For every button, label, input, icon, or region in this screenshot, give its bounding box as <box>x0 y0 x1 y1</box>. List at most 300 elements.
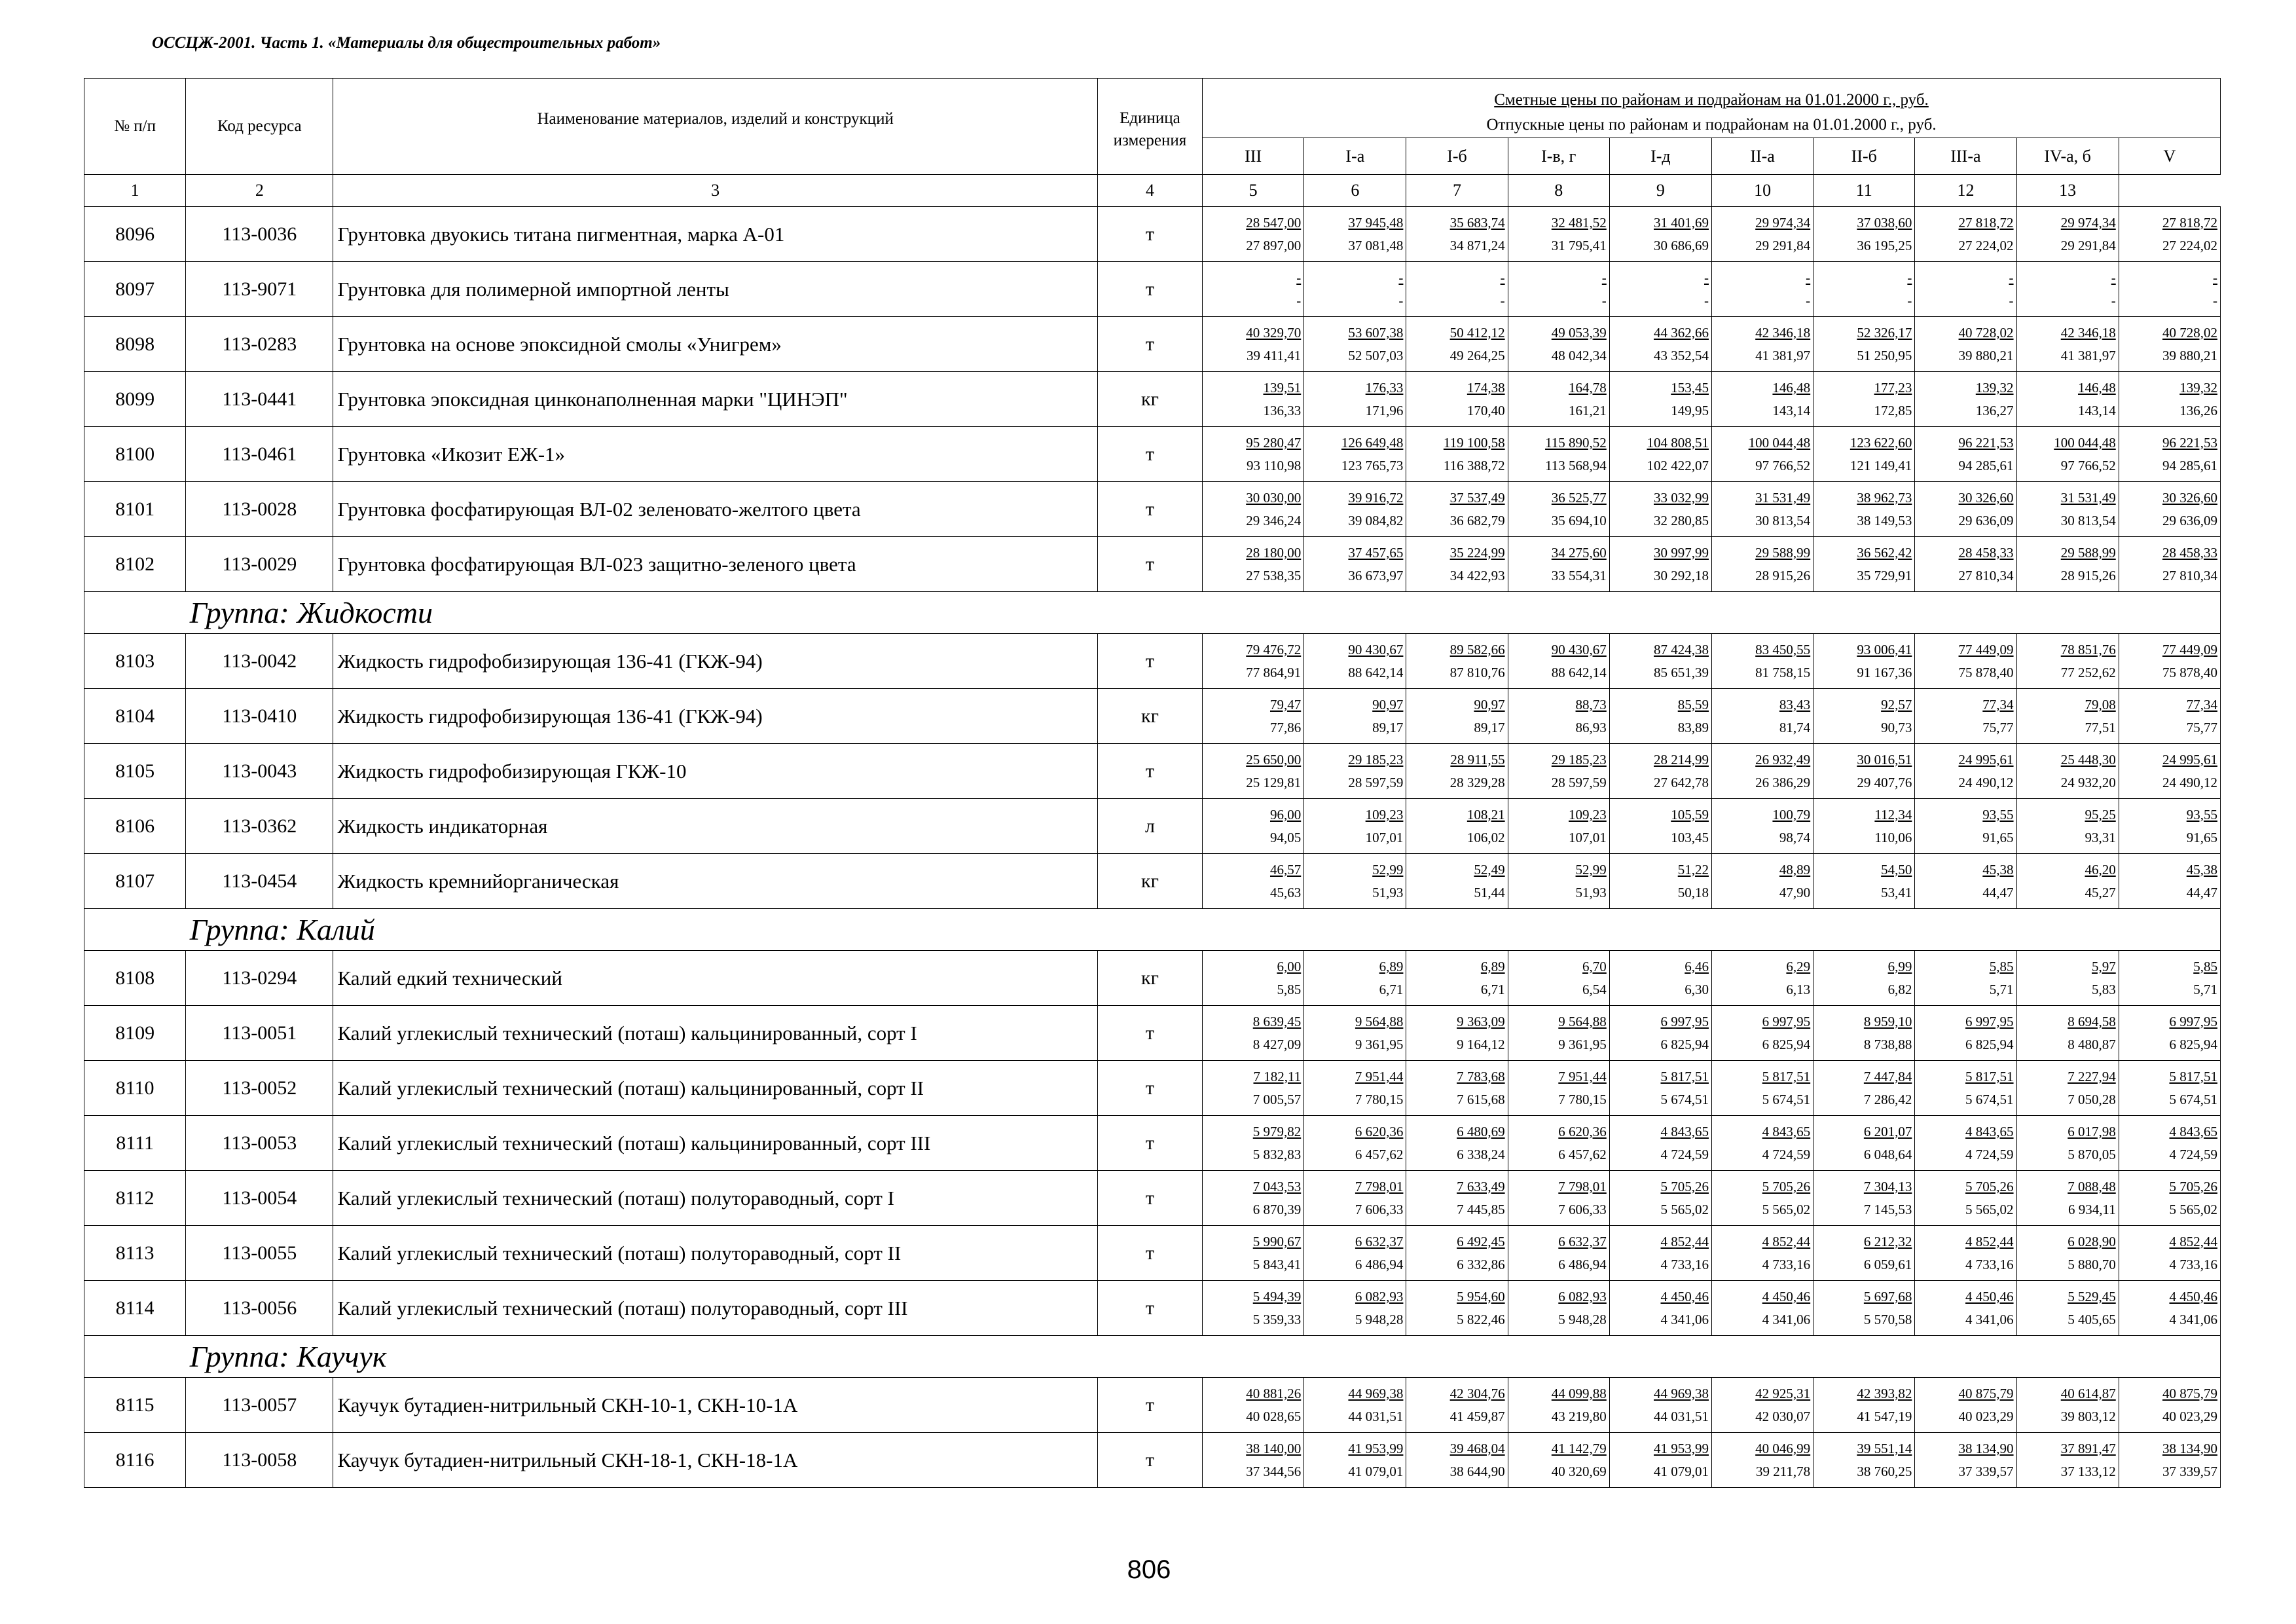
release-price: 40 023,29 <box>1958 1408 2014 1424</box>
release-price: 36 673,97 <box>1348 567 1404 583</box>
release-price: 34 422,93 <box>1449 567 1505 583</box>
release-price: 7 445,85 <box>1457 1201 1505 1217</box>
price-cell <box>1304 537 1406 592</box>
estimated-price: - <box>2009 269 2014 286</box>
release-price: 37 133,12 <box>2060 1463 2116 1479</box>
price-cell <box>1304 317 1406 372</box>
release-price: 5 948,28 <box>1355 1311 1404 1327</box>
estimated-price: 77 449,09 <box>2162 641 2217 657</box>
price-cell <box>1609 744 1711 799</box>
release-price: 7 145,53 <box>1863 1201 1912 1217</box>
release-price: 44 031,51 <box>1348 1408 1404 1424</box>
price-cell <box>1915 799 2016 854</box>
price-cell <box>1915 1433 2016 1488</box>
price-cell <box>2119 1433 2220 1488</box>
price-cell <box>1711 799 1813 854</box>
estimated-price: 108,21 <box>1467 806 1505 822</box>
release-price: 38 760,25 <box>1857 1463 1912 1479</box>
row-number: 8102 <box>84 537 186 592</box>
estimated-price: 7 951,44 <box>1355 1068 1404 1084</box>
estimated-price: 4 450,46 <box>2169 1288 2217 1304</box>
release-price: 94 285,61 <box>1958 457 2014 473</box>
estimated-price: 6,99 <box>1887 958 1912 974</box>
estimated-price: 38 134,90 <box>1958 1440 2014 1456</box>
price-cell <box>1304 1061 1406 1116</box>
estimated-price: 85,59 <box>1677 696 1709 712</box>
price-cell <box>1915 537 2016 592</box>
release-price: 39 803,12 <box>2060 1408 2116 1424</box>
release-price: 41 459,87 <box>1449 1408 1505 1424</box>
price-cell <box>1915 951 2016 1006</box>
price-cell <box>2016 634 2119 689</box>
release-price: 37 339,57 <box>1958 1463 2014 1479</box>
estimated-price: 112,34 <box>1874 806 1912 822</box>
release-price: 5 832,83 <box>1252 1146 1302 1162</box>
release-price: 42 030,07 <box>1755 1408 1811 1424</box>
unit-of-measure: л <box>1097 799 1202 854</box>
table-row <box>84 854 2221 909</box>
table-row <box>84 1226 2221 1281</box>
estimated-price: 4 852,44 <box>2169 1233 2217 1249</box>
price-cell <box>1609 372 1711 427</box>
estimated-price: 40 728,02 <box>1958 324 2014 341</box>
price-cell <box>1915 1378 2016 1433</box>
release-price: 171,96 <box>1365 402 1404 418</box>
estimated-price: 25 650,00 <box>1246 751 1302 767</box>
price-cell <box>1711 482 1813 537</box>
price-cell <box>2016 1171 2119 1226</box>
unit-of-measure: т <box>1097 262 1202 317</box>
release-price: 121 149,41 <box>1850 457 1912 473</box>
unit-of-measure: т <box>1097 1061 1202 1116</box>
price-cell <box>1915 1171 2016 1226</box>
estimated-price: 32 481,52 <box>1551 214 1607 231</box>
release-price: 4 733,16 <box>2169 1256 2217 1272</box>
estimated-price: 7 798,01 <box>1558 1178 1607 1194</box>
release-price: 40 028,65 <box>1246 1408 1302 1424</box>
resource-code: 113-0410 <box>186 689 333 744</box>
estimated-price: 105,59 <box>1671 806 1709 822</box>
region-header: II-б <box>1813 138 1915 175</box>
price-cell <box>1711 1116 1813 1171</box>
estimated-price: 123 622,60 <box>1850 434 1912 451</box>
estimated-price: 90 430,67 <box>1348 641 1404 657</box>
estimated-price: 119 100,58 <box>1443 434 1505 451</box>
release-price: 83,89 <box>1677 719 1709 735</box>
estimated-price: 36 562,42 <box>1857 544 1912 561</box>
price-cell <box>2016 951 2119 1006</box>
release-price: 51,93 <box>1372 884 1404 900</box>
price-cell <box>1711 854 1813 909</box>
estimated-price: 35 224,99 <box>1449 544 1505 561</box>
column-index: 2 <box>186 175 333 207</box>
price-cell <box>1406 1171 1508 1226</box>
group-spacer <box>84 909 186 951</box>
release-price: 75,77 <box>1982 719 2014 735</box>
estimated-price: 37 038,60 <box>1857 214 1912 231</box>
release-price: 9 361,95 <box>1558 1036 1607 1052</box>
release-price: 5 870,05 <box>2068 1146 2116 1162</box>
estimated-price: 7 043,53 <box>1252 1178 1302 1194</box>
release-price: 30 813,54 <box>1755 512 1811 528</box>
price-cell <box>1203 1281 1304 1336</box>
price-cell <box>1203 1378 1304 1433</box>
price-cell <box>1813 799 1915 854</box>
release-price: 5 674,51 <box>1762 1091 1811 1107</box>
price-cell <box>2016 1226 2119 1281</box>
release-price: - <box>2213 292 2217 308</box>
estimated-price: 5 705,26 <box>1660 1178 1709 1194</box>
price-cell <box>1406 427 1508 482</box>
release-price: 30 292,18 <box>1653 567 1709 583</box>
release-price: 43 352,54 <box>1653 347 1709 363</box>
price-cell <box>1508 1116 1609 1171</box>
estimated-price: 90,97 <box>1474 696 1505 712</box>
price-cell <box>1304 1281 1406 1336</box>
release-price: 4 724,59 <box>1762 1146 1811 1162</box>
price-cell <box>2016 799 2119 854</box>
estimated-price: 6,46 <box>1685 958 1709 974</box>
release-price: 41 381,97 <box>2060 347 2116 363</box>
price-cell <box>1813 1171 1915 1226</box>
release-price: 6 825,94 <box>1965 1036 2014 1052</box>
price-cell <box>2016 689 2119 744</box>
price-cell <box>1406 744 1508 799</box>
resource-code: 113-0051 <box>186 1006 333 1061</box>
unit-of-measure: т <box>1097 634 1202 689</box>
release-price: 5,83 <box>2091 981 2116 997</box>
price-cell <box>2119 1378 2220 1433</box>
release-price: 6 338,24 <box>1457 1146 1505 1162</box>
group-row <box>84 1336 2221 1378</box>
price-cell <box>1304 799 1406 854</box>
estimated-price: - <box>1500 269 1505 286</box>
estimated-price: 27 818,72 <box>1958 214 2014 231</box>
price-cell <box>1915 854 2016 909</box>
estimated-price: 29 974,34 <box>2060 214 2116 231</box>
release-price: 6 825,94 <box>1660 1036 1709 1052</box>
price-cell <box>1406 1433 1508 1488</box>
estimated-price: 31 531,49 <box>2060 489 2116 506</box>
estimated-price: 5 697,68 <box>1863 1288 1912 1304</box>
estimated-price: 51,22 <box>1677 861 1709 877</box>
unit-of-measure: т <box>1097 744 1202 799</box>
material-name: Калий углекислый технический (поташ) кальцинированный, сорт II <box>333 1061 1097 1116</box>
release-price: 53,41 <box>1881 884 1912 900</box>
price-cell <box>2016 482 2119 537</box>
estimated-price: 6 997,95 <box>1965 1013 2014 1029</box>
row-number: 8107 <box>84 854 186 909</box>
resource-code: 113-0058 <box>186 1433 333 1488</box>
unit-of-measure: т <box>1097 1116 1202 1171</box>
price-cell <box>2119 482 2220 537</box>
estimated-price: 93,55 <box>2186 806 2217 822</box>
material-name: Грунтовка для полимерной импортной ленты <box>333 262 1097 317</box>
estimated-price: 37 457,65 <box>1348 544 1404 561</box>
release-price: 172,85 <box>1874 402 1912 418</box>
estimated-price: 40 046,99 <box>1755 1440 1811 1456</box>
price-cell <box>1609 951 1711 1006</box>
region-header: III <box>1203 138 1304 175</box>
price-cell <box>2016 537 2119 592</box>
column-index: 13 <box>2016 175 2119 207</box>
release-price: 41 079,01 <box>1348 1463 1404 1479</box>
table-row <box>84 744 2221 799</box>
release-price: 51 250,95 <box>1857 347 1912 363</box>
estimated-price: 28 547,00 <box>1246 214 1302 231</box>
release-price: 27 810,34 <box>2162 567 2217 583</box>
price-cell <box>1406 372 1508 427</box>
price-cell <box>1711 1061 1813 1116</box>
price-cell <box>1304 372 1406 427</box>
release-price: 28 915,26 <box>1755 567 1811 583</box>
price-cell <box>1813 262 1915 317</box>
estimated-price: 8 959,10 <box>1863 1013 1912 1029</box>
unit-of-measure: т <box>1097 1226 1202 1281</box>
release-price: 94,05 <box>1269 829 1302 845</box>
estimated-price: 6 620,36 <box>1558 1123 1607 1139</box>
release-price: 39 211,78 <box>1755 1463 1811 1479</box>
estimated-price: 4 843,65 <box>1762 1123 1811 1139</box>
price-cell <box>1203 207 1304 262</box>
estimated-price: 39 916,72 <box>1348 489 1404 506</box>
price-cell <box>1406 951 1508 1006</box>
price-cell <box>1203 427 1304 482</box>
price-cell <box>1711 1006 1813 1061</box>
price-cell <box>1508 1226 1609 1281</box>
price-cell <box>1813 1433 1915 1488</box>
estimated-price: 42 393,82 <box>1857 1385 1912 1401</box>
estimated-price: 5 529,45 <box>2068 1288 2116 1304</box>
price-cell <box>1813 634 1915 689</box>
material-name: Жидкость гидрофобизирующая ГКЖ-10 <box>333 744 1097 799</box>
price-cell <box>2016 1281 2119 1336</box>
column-index: 3 <box>333 175 1097 207</box>
release-price: 7 606,33 <box>1558 1201 1607 1217</box>
release-price: 97 766,52 <box>2060 457 2116 473</box>
release-price: 77,51 <box>2085 719 2116 735</box>
estimated-price: 44 099,88 <box>1551 1385 1607 1401</box>
release-price: 44,47 <box>2186 884 2217 900</box>
estimated-price: 93 006,41 <box>1857 641 1912 657</box>
estimated-price: 77,34 <box>1982 696 2014 712</box>
release-price: 40 023,29 <box>2162 1408 2217 1424</box>
estimated-price: 39 551,14 <box>1857 1440 1912 1456</box>
estimated-price: 83,43 <box>1779 696 1811 712</box>
column-index: 7 <box>1406 175 1508 207</box>
price-cell <box>1813 1226 1915 1281</box>
estimated-price: 5 979,82 <box>1252 1123 1302 1139</box>
material-name: Калий углекислый технический (поташ) кальцинированный, сорт I <box>333 1006 1097 1061</box>
price-cell <box>1915 744 2016 799</box>
release-price: 28 597,59 <box>1551 774 1607 790</box>
region-header: I-а <box>1304 138 1406 175</box>
price-cell <box>2016 1378 2119 1433</box>
estimated-price: 50 412,12 <box>1449 324 1505 341</box>
resource-code: 113-0029 <box>186 537 333 592</box>
release-price: 77,86 <box>1269 719 1302 735</box>
estimated-price: 4 450,46 <box>1965 1288 2014 1304</box>
estimated-price: 28 458,33 <box>2162 544 2217 561</box>
estimated-price: - <box>1296 269 1302 286</box>
estimated-price: 6 480,69 <box>1457 1123 1505 1139</box>
row-number: 8098 <box>84 317 186 372</box>
unit-of-measure: т <box>1097 1006 1202 1061</box>
resource-code: 113-0054 <box>186 1171 333 1226</box>
material-name: Грунтовка фосфатирующая ВЛ-023 защитно-зеленого цвета <box>333 537 1097 592</box>
release-price: 4 733,16 <box>1762 1256 1811 1272</box>
estimated-price: 30 016,51 <box>1857 751 1912 767</box>
resource-code: 113-0055 <box>186 1226 333 1281</box>
estimated-price: 28 214,99 <box>1653 751 1709 767</box>
row-number: 8106 <box>84 799 186 854</box>
release-price: 4 724,59 <box>2169 1146 2217 1162</box>
price-cell <box>1406 1226 1508 1281</box>
release-price: 6 457,62 <box>1558 1146 1607 1162</box>
unit-of-measure: т <box>1097 1171 1202 1226</box>
row-number: 8114 <box>84 1281 186 1336</box>
release-price: 5,71 <box>2193 981 2217 997</box>
release-price: 39 084,82 <box>1348 512 1404 528</box>
release-price: 36 195,25 <box>1857 237 1912 253</box>
price-cell <box>1203 689 1304 744</box>
release-price: 44,47 <box>1982 884 2014 900</box>
release-price: 4 733,16 <box>1660 1256 1709 1272</box>
row-number: 8108 <box>84 951 186 1006</box>
estimated-price: 5 705,26 <box>1762 1178 1811 1194</box>
estimated-price: 29 588,99 <box>1755 544 1811 561</box>
unit-of-measure: кг <box>1097 951 1202 1006</box>
estimated-price: 89 582,66 <box>1449 641 1505 657</box>
release-price: 91,65 <box>1982 829 2014 845</box>
group-row <box>84 592 2221 634</box>
price-cell <box>2119 1116 2220 1171</box>
release-price: 6 486,94 <box>1558 1256 1607 1272</box>
price-cell <box>1203 1116 1304 1171</box>
material-name: Грунтовка на основе эпоксидной смолы «Унигрем» <box>333 317 1097 372</box>
price-cell <box>1711 1281 1813 1336</box>
release-price: 7 005,57 <box>1252 1091 1302 1107</box>
release-price: 51,93 <box>1575 884 1607 900</box>
estimated-price: 6 017,98 <box>2068 1123 2116 1139</box>
release-price: 5 565,02 <box>2169 1201 2217 1217</box>
price-cell <box>1813 1006 1915 1061</box>
release-price: 113 568,94 <box>1545 457 1607 473</box>
price-cell <box>2119 207 2220 262</box>
release-price: 107,01 <box>1569 829 1607 845</box>
estimated-price: 40 728,02 <box>2162 324 2217 341</box>
price-cell <box>1203 372 1304 427</box>
price-cell <box>1813 1116 1915 1171</box>
estimated-price: 4 843,65 <box>2169 1123 2217 1139</box>
price-cell <box>1609 1171 1711 1226</box>
release-price: 97 766,52 <box>1755 457 1811 473</box>
estimated-price: 139,32 <box>2179 379 2217 396</box>
release-price: 41 079,01 <box>1653 1463 1709 1479</box>
price-cell <box>2016 854 2119 909</box>
estimated-price: 5 817,51 <box>2169 1068 2217 1084</box>
price-cell <box>2016 427 2119 482</box>
price-cell <box>1609 1061 1711 1116</box>
price-cell <box>2119 799 2220 854</box>
estimated-price: 77,34 <box>2186 696 2217 712</box>
release-price: 37 339,57 <box>2162 1463 2217 1479</box>
price-cell <box>1915 1061 2016 1116</box>
estimated-price: 6,00 <box>1277 958 1302 974</box>
release-price: 123 765,73 <box>1341 457 1404 473</box>
price-cell <box>1609 634 1711 689</box>
estimated-price: 100 044,48 <box>1748 434 1811 451</box>
estimated-price: 44 969,38 <box>1653 1385 1709 1401</box>
release-price: 103,45 <box>1671 829 1709 845</box>
release-price: 6 048,64 <box>1863 1146 1912 1162</box>
resource-code: 113-0283 <box>186 317 333 372</box>
estimated-price: 40 875,79 <box>1958 1385 2014 1401</box>
release-price: 50,18 <box>1677 884 1709 900</box>
estimated-price: 96 221,53 <box>1958 434 2014 451</box>
column-index: 5 <box>1203 175 1304 207</box>
release-price: 93 110,98 <box>1247 457 1302 473</box>
group-title: Группа: Калий <box>186 909 2221 951</box>
price-cell <box>1813 744 1915 799</box>
estimated-price: 9 363,09 <box>1457 1013 1505 1029</box>
price-cell <box>2016 262 2119 317</box>
estimated-price: 176,33 <box>1365 379 1404 396</box>
release-price: 77 864,91 <box>1246 664 1302 680</box>
table-row <box>84 427 2221 482</box>
release-price: 88 642,14 <box>1348 664 1404 680</box>
price-cell <box>1609 482 1711 537</box>
price-cell <box>1813 854 1915 909</box>
price-cell <box>1813 689 1915 744</box>
price-cell <box>1406 262 1508 317</box>
estimated-price: 7 798,01 <box>1355 1178 1404 1194</box>
unit-of-measure: т <box>1097 207 1202 262</box>
release-price: 110,06 <box>1874 829 1912 845</box>
estimated-price: 37 891,47 <box>2060 1440 2116 1456</box>
price-cell <box>2119 262 2220 317</box>
estimated-price: 5 817,51 <box>1965 1068 2014 1084</box>
estimated-price: 126 649,48 <box>1341 434 1404 451</box>
price-cell <box>1406 1116 1508 1171</box>
release-price: 24 932,20 <box>2060 774 2116 790</box>
release-price: 27 810,34 <box>1958 567 2014 583</box>
price-cell <box>2119 1281 2220 1336</box>
estimated-price: 153,45 <box>1671 379 1709 396</box>
estimated-price: 44 969,38 <box>1348 1385 1404 1401</box>
release-price: 5 565,02 <box>1965 1201 2014 1217</box>
price-cell <box>1711 634 1813 689</box>
estimated-price: 29 185,23 <box>1348 751 1404 767</box>
price-cell <box>1203 1061 1304 1116</box>
estimated-price: 7 447,84 <box>1863 1068 1912 1084</box>
table-row <box>84 262 2221 317</box>
release-price: 77 252,62 <box>2060 664 2116 680</box>
release-price: 52 507,03 <box>1348 347 1404 363</box>
price-cell <box>1304 689 1406 744</box>
price-cell <box>1203 1433 1304 1488</box>
price-cell <box>2016 317 2119 372</box>
price-cell <box>1406 1006 1508 1061</box>
price-cell <box>1813 1378 1915 1433</box>
release-price: 24 490,12 <box>2162 774 2217 790</box>
price-cell <box>1508 1433 1609 1488</box>
estimated-price: 44 362,66 <box>1653 324 1709 341</box>
price-cell <box>1304 951 1406 1006</box>
price-cell <box>1203 634 1304 689</box>
release-price: 7 615,68 <box>1457 1091 1505 1107</box>
release-price: 4 724,59 <box>1660 1146 1709 1162</box>
